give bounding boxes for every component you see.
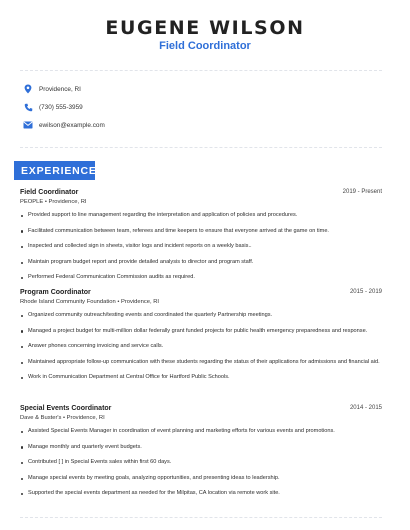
envelope-icon (22, 119, 34, 131)
job-org-line: Rhode Island Community Foundation • Providence, RI (20, 299, 159, 305)
job-title: Special Events Coordinator (20, 405, 112, 412)
job-location: Providence, RI (66, 415, 105, 421)
job-bullets (20, 428, 382, 498)
contact-phone[interactable] (22, 101, 83, 113)
candidate-name: EUGENE WILSON (105, 17, 305, 39)
bullet-item: Manage monthly and quarterly event budgets. (20, 444, 382, 452)
job-org-line: PEOPLE • Providence, RI (20, 199, 87, 205)
bullet-item: Performed Federal Communication Commission audits as required. (20, 274, 382, 282)
phone-icon (22, 101, 34, 113)
job-org: Dave & Buster's (20, 415, 62, 421)
bullet-item: Facilitated communication between team, referees and time keepers to ensure that everyone arrived at the game on time. (20, 228, 382, 236)
job-org: PEOPLE (20, 199, 44, 205)
bullet-item: Supported the special events department as needed for the Milpitas, CA location via remote work site. (20, 490, 382, 498)
phone-text[interactable]: (730) 555-3959 (39, 103, 83, 111)
job-dates: 2019 - Present (342, 189, 382, 195)
email-text[interactable]: ewilson@example.com (39, 121, 105, 129)
job-entry (20, 189, 382, 282)
bullet-item: Manage special events by meeting goals, analyzing opportunities, and presenting ideas to leadership. (20, 475, 382, 483)
bullet-item: Assisted Special Events Manager in coordination of event planning and marketing efforts for various events and promotions. (20, 428, 382, 436)
divider (20, 517, 382, 518)
bullet-item: Answer phones concerning invoicing and service calls. (20, 343, 382, 351)
divider (20, 147, 382, 148)
divider (20, 70, 382, 71)
contact-location (22, 83, 81, 95)
job-dates: 2015 - 2019 (349, 289, 382, 295)
bullet-item: Provided support to line management regarding the interpretation and application of policies and procedures. (20, 212, 382, 220)
job-location: Providence, RI (48, 199, 87, 205)
job-bullets (20, 312, 382, 382)
bullet-item: Inspected and collected sign in sheets, visitor logs and incident reports on a weekly basis.. (20, 243, 382, 251)
job-org-line: Dave & Buster's • Providence, RI (20, 415, 105, 421)
job-title: Field Coordinator (20, 189, 79, 196)
candidate-title: Field Coordinator (159, 40, 251, 52)
job-bullets (20, 212, 382, 282)
bullet-item: Maintain program budget report and provide detailed analysis to director and program staff. (20, 259, 382, 267)
job-entry (20, 405, 382, 498)
bullet-item: Organized community outreach/testing events and coordinated the quarterly Partnership meetings. (20, 312, 382, 320)
location-pin-icon (22, 83, 34, 95)
bullet-item: Maintained appropriate follow-up communication with these students regarding the status of their applications for admissions and financial aid. (20, 359, 382, 367)
experience-heading: EXPERIENCE (14, 161, 95, 180)
bullet-item: Contributed [ ] in Special Events sales within first 60 days. (20, 459, 382, 467)
job-entry (20, 289, 382, 382)
location-text: Providence, RI (39, 85, 81, 93)
job-location: Providence, RI (120, 299, 159, 305)
job-org: Rhode Island Community Foundation (20, 299, 116, 305)
job-title: Program Coordinator (20, 289, 91, 296)
bullet-item: Managed a project budget for multi-million dollar federally grant funded projects for public health emergency preparedness and response. (20, 328, 382, 336)
job-dates: 2014 - 2015 (349, 405, 382, 411)
bullet-item: Work in Communication Department at Central Office for Hartford Public Schools. (20, 374, 382, 382)
contact-email[interactable] (22, 119, 105, 131)
